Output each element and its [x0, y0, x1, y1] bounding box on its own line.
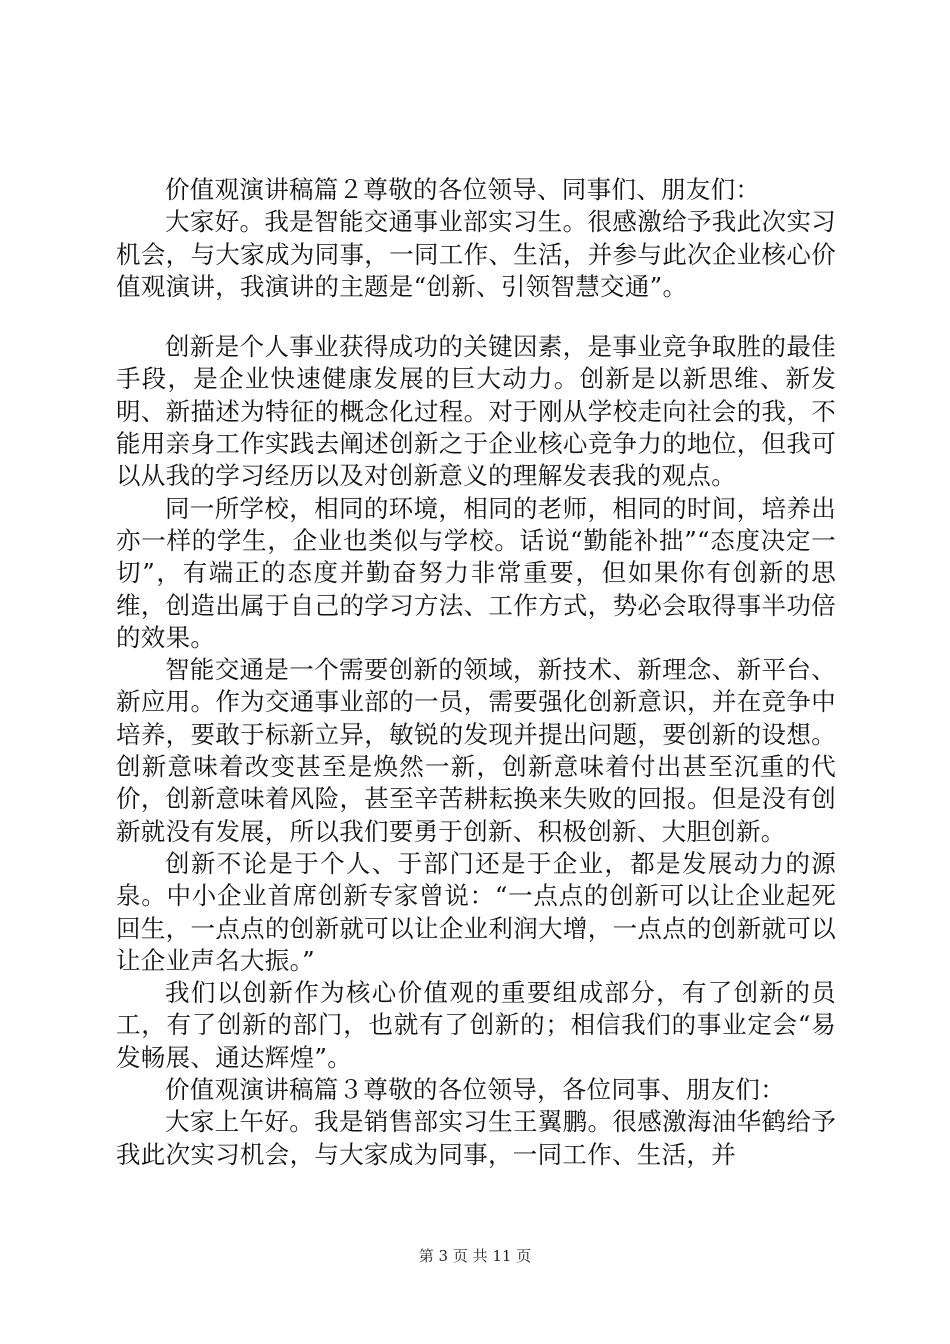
page-number-label: 第 3 页 共 11 页 — [418, 1247, 532, 1265]
paragraph-intelligent-transport: 智能交通是一个需要创新的领域，新技术、新理念、新平台、新应用。作为交通事业部的一员，需要强化创新意识，并在竞争中培养，要敢于标新立异，敏锐的发现并提出问题，要创新的设想。创新意味着改变甚至是焕然一新，创新意味着付出甚至沉重的代价，创新意味着风险，甚至辛苦耕耘换来失败的回报。但是没有创新就没有发展，所以我们要勇于创新、积极创新、大胆创新。 — [116, 655, 836, 846]
paragraph-greeting-topic: 大家好。我是智能交通事业部实习生。很感激给予我此次实习机会，与大家成为同事，一同工作、生活，并参与此次企业核心价值观演讲，我演讲的主题是“创新、引领智慧交通”。 — [116, 207, 836, 301]
paragraph-innovation-importance: 创新是个人事业获得成功的关键因素，是事业竞争取胜的最佳手段，是企业快速健康发展的巨大动力。创新是以新思维、新发明、新描述为特征的概念化过程。对于刚从学校走向社会的我，不能用亲身工作实践去阐述创新之于企业核心竞争力的地位，但我可以从我的学习经历以及对创新意义的理解发表我的观点。 — [116, 332, 836, 491]
paragraph-speech-2-heading: 价值观演讲稿篇２尊敬的各位领导、同事们、朋友们： — [165, 175, 761, 204]
paragraph-speech-3-greeting: 大家上午好。我是销售部实习生王翼鹏。很感激海油华鹤给予我此次实习机会，与大家成为同事，一同工作、生活，并 — [116, 1107, 836, 1169]
paragraph-school-analogy: 同一所学校，相同的环境，相同的老师，相同的时间，培养出亦一样的学生，企业也类似与学校。话说“勤能补拙”“态度决定一切”，有端正的态度并勤奋努力非常重要，但如果你有创新的思维，创造出属于自己的学习方法、工作方式，势必会取得事半功倍的效果。 — [116, 493, 837, 652]
document-body — [116, 174, 836, 1171]
paragraph-core-value-conclusion: 我们以创新作为核心价值观的重要组成部分，有了创新的员工，有了创新的部门，也就有了创新的；相信我们的事业定会“易发畅展、通达辉煌”。 — [116, 978, 836, 1072]
paragraph-speech-3-heading: 价值观演讲稿篇３尊敬的各位领导，各位同事、朋友们： — [165, 1075, 785, 1105]
paragraph-innovation-source: 创新不论是于个人、于部门还是于企业，都是发展动力的源泉。中小企业首席创新专家曾说：“一点点的创新可以让企业起死回生，一点点的创新就可以让企业利润大增，一点点的创新就可以让企业声名大振。” — [116, 848, 836, 975]
page-footer — [0, 1246, 950, 1266]
